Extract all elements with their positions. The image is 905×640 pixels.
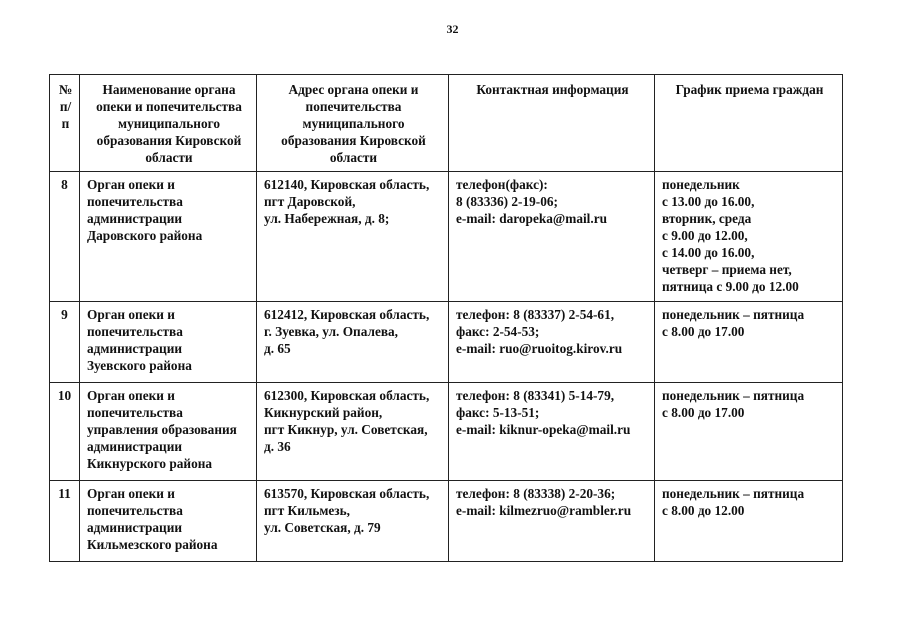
table-header-row [50,75,843,172]
authority-name: Орган опеки и попечительства управления образования администрации Кикнурского района [80,383,257,481]
reception-schedule: понедельник – пятница с 8.00 до 12.00 [655,481,843,562]
authority-address: 612412, Кировская область, г. Зуевка, ул. Опалева, д. 65 [257,302,449,383]
table-row [50,302,843,383]
authority-contact: телефон: 8 (83337) 2-54-61, факс: 2-54-53; e-mail: ruo@ruoitog.kirov.ru [449,302,655,383]
row-number: 8 [50,172,80,302]
authority-contact: телефон: 8 (83338) 2-20-36; e-mail: kilmezruo@rambler.ru [449,481,655,562]
reception-schedule: понедельник – пятница с 8.00 до 17.00 [655,383,843,481]
reception-schedule: понедельник с 13.00 до 16.00, вторник, среда с 9.00 до 12.00, с 14.00 до 16.00, четверг – приема нет, пятница с 9.00 до 12.00 [655,172,843,302]
authority-name: Орган опеки и попечительства администрации Даровского района [80,172,257,302]
authority-name: Орган опеки и попечительства администрации Зуевского района [80,302,257,383]
header-reception-schedule: График приема граждан [655,75,843,172]
authority-address: 613570, Кировская область, пгт Кильмезь, ул. Советская, д. 79 [257,481,449,562]
table-row [50,383,843,481]
page-number: 32 [446,22,459,36]
row-number: 11 [50,481,80,562]
row-number: 10 [50,383,80,481]
reception-schedule: понедельник – пятница с 8.00 до 17.00 [655,302,843,383]
header-contact-info: Контактная информация [449,75,655,172]
authority-contact: телефон(факс): 8 (83336) 2-19-06; e-mail: daropeka@mail.ru [449,172,655,302]
authority-address: 612300, Кировская область, Кикнурский район, пгт Кикнур, ул. Советская, д. 36 [257,383,449,481]
authority-contact: телефон: 8 (83341) 5-14-79, факс: 5-13-51; e-mail: kiknur-opeka@mail.ru [449,383,655,481]
guardianship-authorities-table [49,74,843,562]
header-address: Адрес органа опеки и попечительства муниципального образования Кировской области [257,75,449,172]
authority-address: 612140, Кировская область, пгт Даровской, ул. Набережная, д. 8; [257,172,449,302]
table-row [50,172,843,302]
header-number: № п/п [50,75,80,172]
table-row [50,481,843,562]
authority-name: Орган опеки и попечительства администрации Кильмезского района [80,481,257,562]
header-authority-name: Наименование органа опеки и попечительства муниципального образования Кировской области [80,75,257,172]
row-number: 9 [50,302,80,383]
